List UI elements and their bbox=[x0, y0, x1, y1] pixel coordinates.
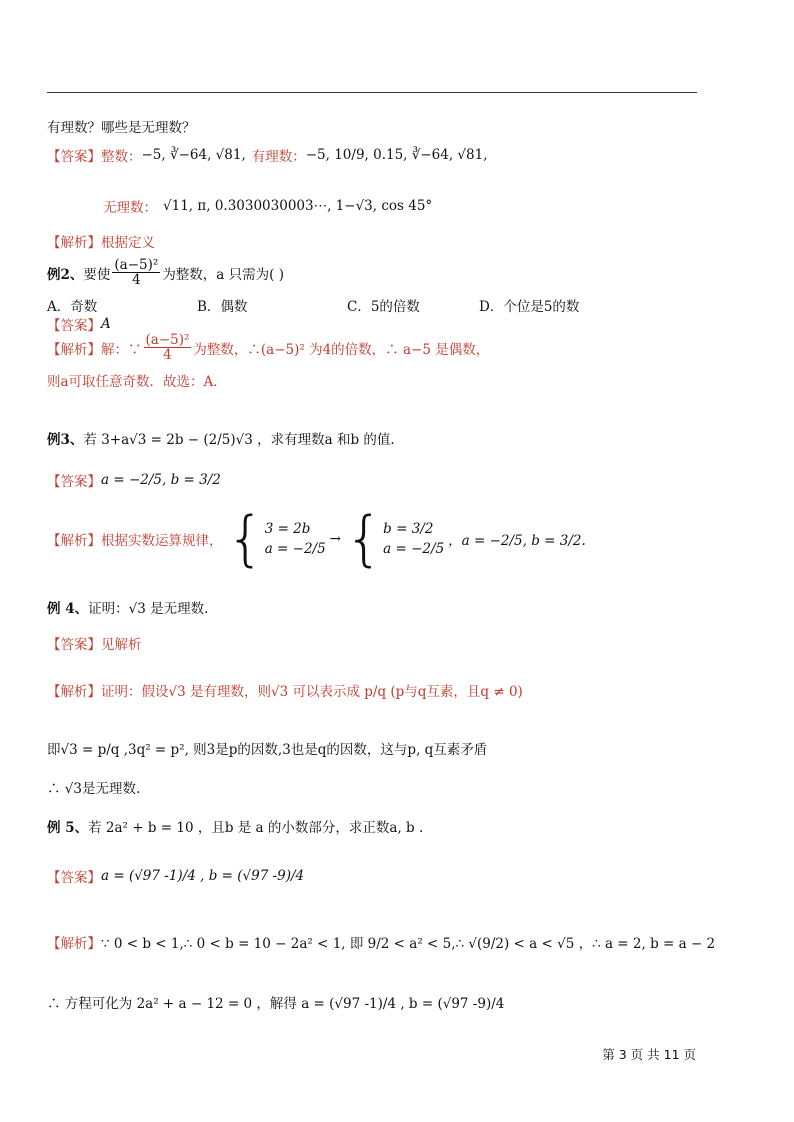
analysis-part3: 则a可取任意奇数．故选：A． bbox=[47, 374, 227, 390]
analysis-tag: 【解析】 bbox=[47, 341, 101, 358]
answer-tag: 【答案】 bbox=[47, 149, 101, 165]
header-rule bbox=[47, 92, 697, 93]
analysis-tag: 【解析】 bbox=[47, 235, 101, 251]
example-label: 例3、 bbox=[47, 432, 84, 448]
answer-tag: 【答案】 bbox=[47, 870, 101, 886]
ex5-analysis-line bbox=[47, 932, 715, 952]
analysis-part2: 即√3 = p/q ,3q² = p², 则3是p的因数,3也是q的因数，这与p, q互素矛盾 bbox=[47, 742, 488, 758]
answer-value: 见解析 bbox=[101, 637, 142, 653]
ex2-analysis-line bbox=[47, 333, 489, 362]
answer-tag: 【答案】 bbox=[47, 474, 101, 490]
question-tail-text: 有理数？哪些是无理数？ bbox=[47, 120, 196, 136]
arrow-icon: → bbox=[329, 531, 341, 547]
analysis-tag: 【解析】 bbox=[47, 684, 101, 700]
ex5-answer-line bbox=[47, 866, 304, 886]
stem-text: 若 3+a√3 = 2b − (2/5)√3 ，求有理数a 和b 的值. bbox=[83, 432, 395, 448]
option-c: C．5的倍数 bbox=[347, 299, 420, 315]
ex2-analysis-line2 bbox=[47, 370, 227, 390]
analysis-part1: 证明：假设√3 是有理数，则√3 可以表示成 p/q (p与q互素，且q ≠ 0) bbox=[101, 684, 523, 700]
ex5-analysis-line2 bbox=[47, 992, 504, 1012]
option-b: B．偶数 bbox=[197, 299, 248, 315]
ex1-answer-line bbox=[47, 145, 488, 165]
analysis-tag: 【解析】 bbox=[47, 533, 101, 549]
answer-value: a = (√97 -1)/4 , b = (√97 -9)/4 bbox=[101, 868, 305, 884]
analysis-part1: ∵ 0 < b < 1,∴ 0 < b = 10 − 2a² < 1, 即 9/2 < a² < 5,∴ √(9/2) < a < √5 ，∴ a = 2, b = a − 2 bbox=[101, 936, 716, 952]
left-brace-icon: { bbox=[226, 504, 265, 574]
rational-label: 有理数： bbox=[251, 149, 306, 165]
question-tail bbox=[47, 116, 196, 136]
irrational-label: 无理数： bbox=[103, 200, 157, 216]
ex4-analysis-line bbox=[47, 680, 523, 700]
system-row: a = −2/5 bbox=[264, 541, 326, 557]
system-1 bbox=[226, 504, 326, 574]
example-label: 例 4、 bbox=[47, 601, 89, 617]
ex1-irrational-line bbox=[103, 196, 432, 216]
stem-text: 证明：√3 是无理数. bbox=[88, 601, 209, 617]
answer-value: a = −2/5, b = 3/2 bbox=[101, 472, 221, 488]
stem-suffix: 为整数，a 只需为( ) bbox=[162, 266, 284, 283]
ex2-answer-line bbox=[47, 314, 111, 334]
fraction-numerator: (a−5)² bbox=[145, 332, 190, 348]
ex4-answer-line bbox=[47, 633, 142, 653]
ex1-analysis-line bbox=[47, 231, 155, 251]
analysis-fraction bbox=[144, 333, 192, 362]
analysis-part2: 为整数，∴(a−5)² 为4的倍数，∴ a−5 是偶数， bbox=[193, 341, 490, 358]
fraction-denominator: 4 bbox=[163, 347, 172, 364]
ex5-stem bbox=[47, 816, 423, 836]
answer-value: A bbox=[101, 316, 111, 332]
answer-tag: 【答案】 bbox=[47, 318, 101, 334]
ex4-analysis-line2 bbox=[47, 738, 487, 758]
analysis-text: 根据实数运算规律， bbox=[101, 533, 223, 549]
ex4-analysis-line3 bbox=[47, 777, 140, 797]
system-row: a = −2/5 bbox=[383, 541, 445, 557]
analysis-part3: ∴ √3是无理数. bbox=[47, 781, 141, 797]
stem-fraction bbox=[112, 258, 160, 287]
analysis-text: 根据定义 bbox=[101, 235, 155, 251]
stem-text: 若 2a² + b = 10 ，且b 是 a 的小数部分，求正数a, b . bbox=[88, 820, 424, 836]
irrational-list: √11, π, 0.3030030003⋯, 1−√3, cos 45° bbox=[163, 198, 433, 214]
example-label: 例 5、 bbox=[47, 820, 89, 836]
ex2-options bbox=[47, 295, 629, 315]
analysis-result: ，a = −2/5, b = 3/2. bbox=[448, 533, 586, 549]
fraction-numerator: (a−5)² bbox=[114, 257, 159, 273]
rational-list: −5, 10/9, 0.15, ∛−64, √81, bbox=[305, 147, 488, 163]
integer-list: −5, ∛−64, √81, bbox=[141, 147, 246, 163]
integer-label: 整数： bbox=[101, 149, 142, 165]
analysis-part2: ∴ 方程可化为 2a² + a − 12 = 0 ，解得 a = (√97 -1)/4 , b = (√97 -9)/4 bbox=[47, 996, 505, 1012]
page-number: 第 3 页 共 11 页 bbox=[602, 1047, 696, 1062]
fraction-denominator: 4 bbox=[132, 272, 141, 289]
system-row: b = 3/2 bbox=[383, 521, 434, 537]
ex3-stem bbox=[47, 428, 395, 448]
ex4-stem bbox=[47, 597, 208, 617]
system-row: 3 = 2b bbox=[264, 521, 311, 537]
option-a: A．奇数 bbox=[47, 299, 98, 315]
example-label: 例2、 bbox=[47, 266, 84, 283]
ex2-stem bbox=[47, 258, 284, 287]
ex3-answer-line bbox=[47, 470, 221, 490]
analysis-part1: 解：∵ bbox=[101, 341, 142, 358]
stem-prefix: 要使 bbox=[83, 266, 111, 283]
ex3-analysis-line bbox=[47, 504, 586, 574]
option-d: D．个位是5的数 bbox=[479, 299, 580, 315]
analysis-tag: 【解析】 bbox=[47, 936, 101, 952]
answer-tag: 【答案】 bbox=[47, 637, 101, 653]
left-brace-icon: { bbox=[344, 504, 384, 574]
system-2 bbox=[344, 504, 445, 574]
